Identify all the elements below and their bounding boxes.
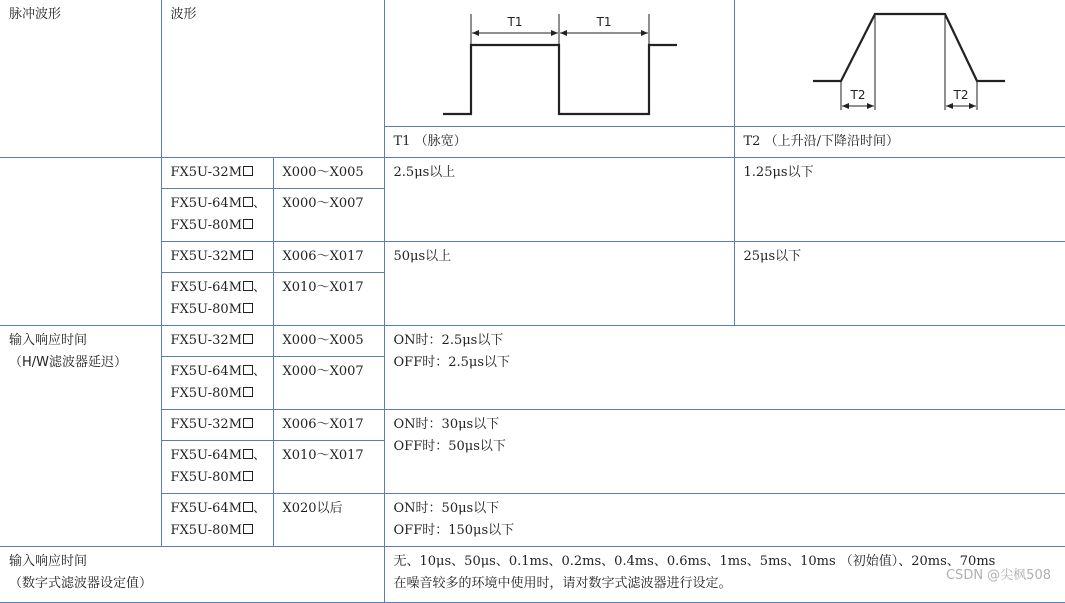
input-range-cell: X006～X017: [273, 242, 384, 273]
t2-waveform-diagram: [734, 0, 1065, 127]
input-range-cell: X000～X007: [273, 189, 384, 242]
square-icon: [243, 524, 253, 534]
model-cell: FX5U-32M: [161, 242, 273, 273]
square-icon: [243, 219, 253, 229]
model-cell: FX5U-32M: [161, 410, 273, 441]
input-range-cell: X020以后: [273, 494, 384, 547]
square-icon: [243, 250, 253, 260]
square-icon: [243, 365, 253, 375]
hw-response-value: ON时：2.5μs以下 OFF时：2.5μs以下: [384, 326, 1065, 410]
model-cell-multi: FX5U-64M 、 FX5U-80M: [161, 441, 273, 494]
input-range-cell: X000～X005: [273, 158, 384, 189]
hw-response-value: ON时：30μs以下 OFF时：50μs以下: [384, 410, 1065, 494]
square-icon: [243, 334, 253, 344]
square-icon: [243, 502, 253, 512]
square-icon: [243, 281, 253, 291]
waveform-label: 波形: [161, 0, 384, 158]
square-icon: [243, 197, 253, 207]
pulse-spec-blank: [0, 158, 161, 326]
input-range-cell: X006～X017: [273, 410, 384, 441]
square-icon: [243, 166, 253, 176]
t1-marker-left: T1: [507, 15, 522, 29]
t1-value-cell: 2.5μs以上: [384, 158, 734, 242]
t2-marker-left: T2: [850, 88, 865, 102]
t2-value-cell: 1.25μs以下: [734, 158, 1065, 242]
input-range-cell: X000～X007: [273, 357, 384, 410]
model-cell: FX5U-32M: [161, 326, 273, 357]
model-cell: FX5U-32M: [161, 158, 273, 189]
model-cell-multi: FX5U-64M 、 FX5U-80M: [161, 494, 273, 547]
square-icon: [243, 471, 253, 481]
t1-waveform-diagram: [384, 0, 734, 127]
t1-waveform-svg: [385, 0, 735, 126]
square-icon: [243, 449, 253, 459]
input-range-cell: X000～X005: [273, 326, 384, 357]
t1-caption: T1 （脉宽）: [384, 127, 734, 158]
hw-response-value: ON时：50μs以下 OFF时：150μs以下: [384, 494, 1065, 547]
square-icon: [243, 418, 253, 428]
hw-response-label: 输入响应时间 （H/W滤波器延迟）: [0, 326, 161, 547]
square-icon: [243, 387, 253, 397]
t2-marker-right: T2: [953, 88, 968, 102]
input-range-cell: X010～X017: [273, 441, 384, 494]
digital-filter-values: 无、10μs、50μs、0.1ms、0.2ms、0.4ms、0.6ms、1ms、5ms、10ms （初始值）、20ms、70ms 在噪音较多的环境中使用时，请对数字式滤波器进行设定。: [384, 547, 1065, 603]
digital-filter-label: 输入响应时间 （数字式滤波器设定值）: [0, 547, 384, 603]
input-range-cell: X010～X017: [273, 273, 384, 326]
model-cell-multi: FX5U-64M 、 FX5U-80M: [161, 273, 273, 326]
model-cell-multi: FX5U-64M 、 FX5U-80M: [161, 189, 273, 242]
t2-caption: T2 （上升沿/下降沿时间）: [734, 127, 1065, 158]
t2-value-cell: 25μs以下: [734, 242, 1065, 326]
square-icon: [243, 303, 253, 313]
t1-value-cell: 50μs以上: [384, 242, 734, 326]
model-cell-multi: FX5U-64M 、 FX5U-80M: [161, 357, 273, 410]
watermark: CSDN @尖枫508: [945, 568, 1051, 583]
pulse-waveform-label: 脉冲波形: [0, 0, 161, 158]
t2-waveform-svg: [735, 0, 1065, 126]
t1-marker-right: T1: [596, 15, 611, 29]
